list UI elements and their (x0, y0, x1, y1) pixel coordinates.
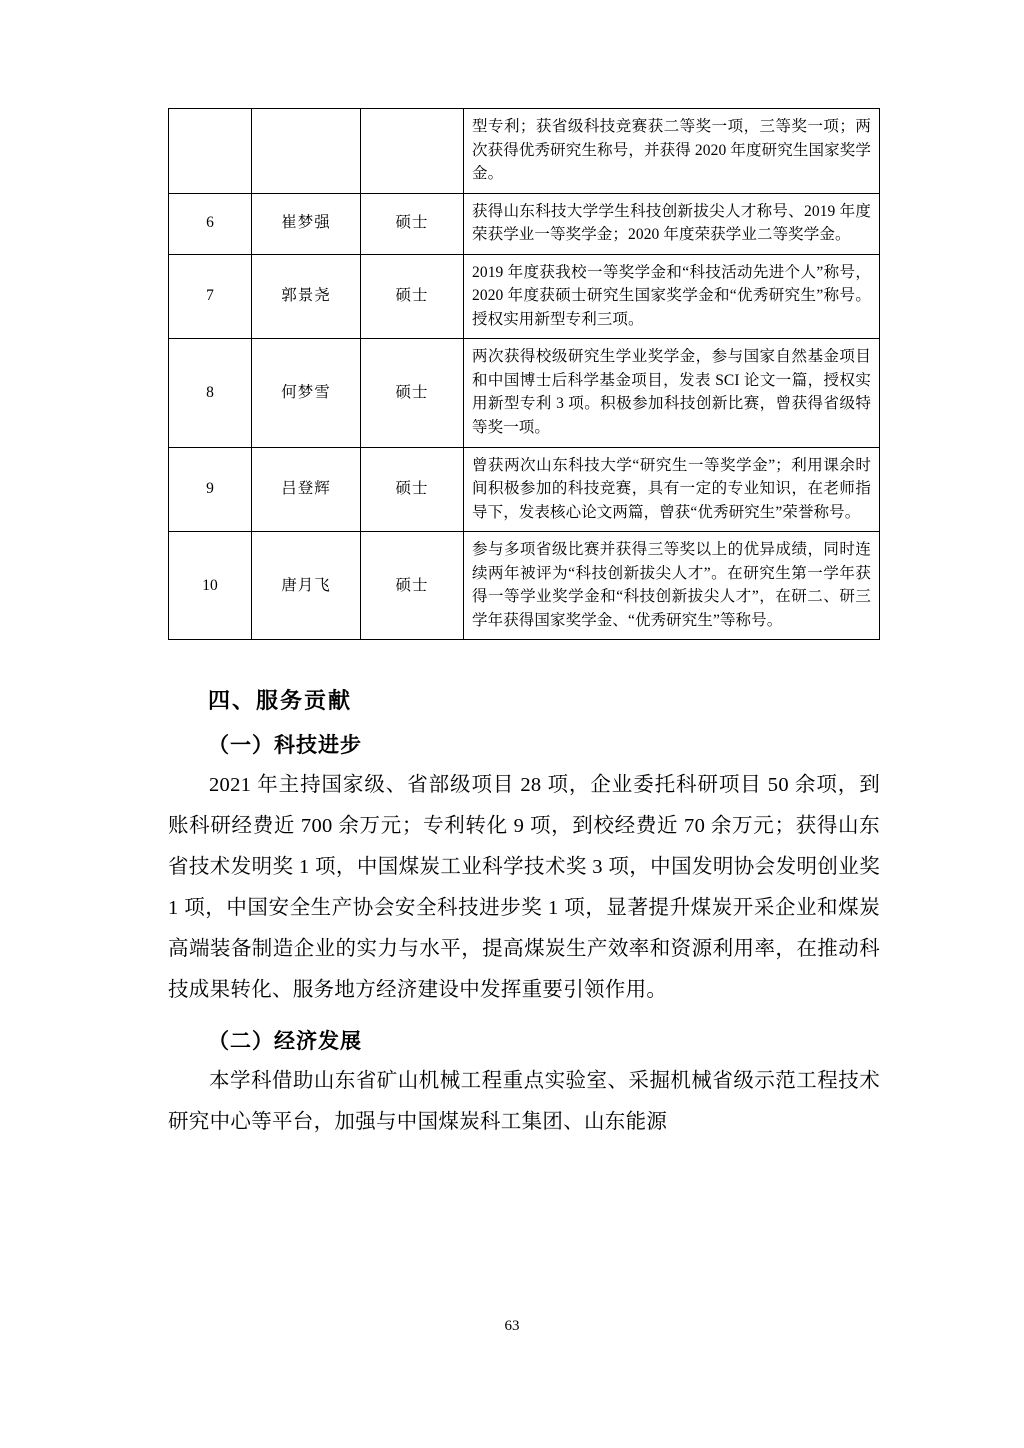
table-row (169, 193, 880, 254)
row-name (252, 109, 361, 194)
row-description: 2019 年度获我校一等奖学金和“科技活动先进个人”称号，2020 年度获硕士研究生国家奖学金和“优秀研究生”称号。授权实用新型专利三项。 (464, 254, 880, 339)
row-degree (361, 109, 464, 194)
section-heading: 四、服务贡献 (208, 688, 353, 714)
page-number: 63 (504, 1318, 520, 1334)
table-row (169, 532, 880, 640)
row-number: 8 (169, 339, 252, 447)
row-number: 9 (169, 447, 252, 532)
row-name: 何梦雪 (252, 339, 361, 447)
row-description: 曾获两次山东科技大学“研究生一等奖学金”；利用课余时间积极参加的科技竞赛，具有一定的专业知识，在老师指导下，发表核心论文两篇，曾获“优秀研究生”荣誉称号。 (464, 447, 880, 532)
paragraph-technology: 2021 年主持国家级、省部级项目 28 项，企业委托科研项目 50 余项，到账科研经费近 700 余万元；专利转化 9 项，到校经费近 70 余万元；获得山东省技术发明奖 1 项，中国煤炭工业科学技术奖 3 项，中国发明协会发明创业奖 1 项，中国安全生产协会安全科技进步奖 1 项，显著提升煤炭开采企业和煤炭高端装备制造企业的实力与水平，提高煤炭生产效率和资源利用率，在推动科技成果转化、服务地方经济建设中发挥重要引领作用。 (168, 774, 880, 1002)
table-row (169, 109, 880, 194)
row-number: 10 (169, 532, 252, 640)
table-row (169, 254, 880, 339)
row-description: 型专利；获省级科技竞赛获二等奖一项，三等奖一项；两次获得优秀研究生称号，并获得 2020 年度研究生国家奖学金。 (464, 109, 880, 194)
row-degree: 硕士 (361, 447, 464, 532)
row-name: 崔梦强 (252, 193, 361, 254)
row-degree: 硕士 (361, 254, 464, 339)
row-description: 参与多项省级比赛并获得三等奖以上的优异成绩，同时连续两年被评为“科技创新拔尖人才”。在研究生第一学年获得一等学业奖学金和“科技创新拔尖人才”，在研二、研三学年获得国家奖学金、“优秀研究生”等称号。 (464, 532, 880, 640)
table-row (169, 447, 880, 532)
row-description: 两次获得校级研究生学业奖学金，参与国家自然基金项目和中国博士后科学基金项目，发表 SCI 论文一篇，授权实用新型专利 3 项。积极参加科技创新比赛，曾获得省级特等奖一项。 (464, 339, 880, 447)
row-name: 唐月飞 (252, 532, 361, 640)
awards-table (168, 108, 880, 640)
row-number: 6 (169, 193, 252, 254)
table-row (169, 339, 880, 447)
row-degree: 硕士 (361, 339, 464, 447)
paragraph-economy: 本学科借助山东省矿山机械工程重点实验室、采掘机械省级示范工程技术研究中心等平台，加强与中国煤炭科工集团、山东能源 (168, 1070, 880, 1134)
row-degree: 硕士 (361, 193, 464, 254)
row-number: 7 (169, 254, 252, 339)
row-name: 吕登辉 (252, 447, 361, 532)
subsection-heading-economy: （二）经济发展 (208, 1030, 362, 1054)
row-degree: 硕士 (361, 532, 464, 640)
row-name: 郭景尧 (252, 254, 361, 339)
subsection-heading-technology: （一）科技进步 (208, 734, 362, 758)
row-number (169, 109, 252, 194)
row-description: 获得山东科技大学学生科技创新拔尖人才称号、2019 年度荣获学业一等奖学金；2020 年度荣获学业二等奖学金。 (464, 193, 880, 254)
page-content (168, 108, 880, 1147)
